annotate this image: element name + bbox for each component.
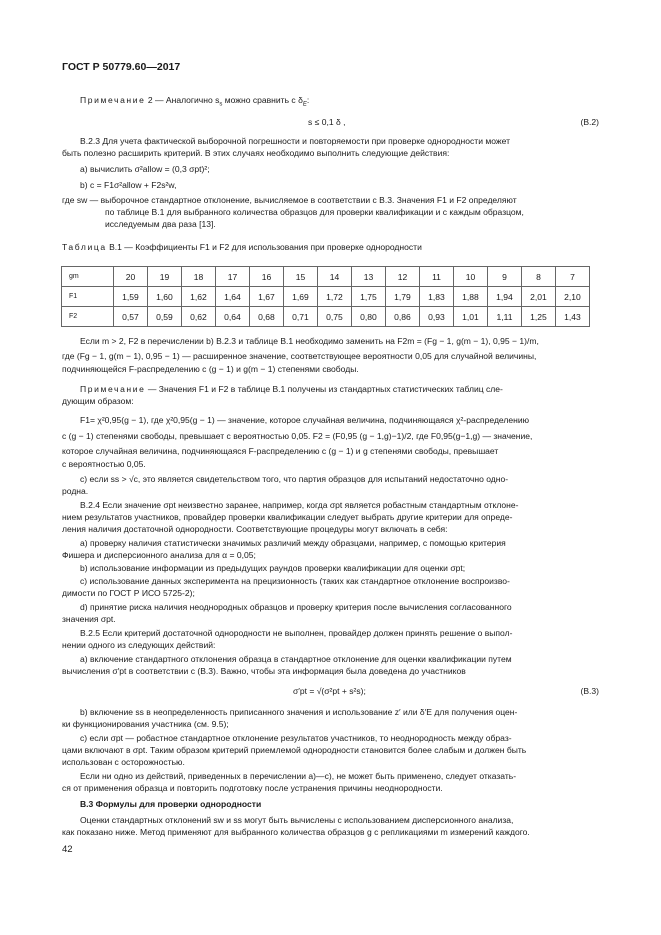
b25-item-c-3: использован с осторожностью. <box>62 757 185 767</box>
table-row-label: F2 <box>62 307 114 327</box>
table-cell: 1,94 <box>488 287 522 307</box>
table-header-cell: 9 <box>488 267 522 287</box>
note-3-line-1: Примечание — Значения F1 и F2 в таблице В.1 получены из стандартных статистических таблиц сле- <box>80 384 503 394</box>
b24-item-a-1: а) проверку наличия статистически значимых различий между образцами, например, с помощью критерия <box>80 538 506 548</box>
b25-item-c-1: с) если σpt — робастное стандартное отклонение результатов участников, то неоднородность между образ- <box>80 733 512 743</box>
table-cell: 0,71 <box>284 307 318 327</box>
b25-item-b-1: b) включение ss в неопределенность приписанного значения и использование z′ или δ′E для получения оцен- <box>80 707 518 717</box>
table-cell: 1,88 <box>454 287 488 307</box>
b24-item-d-1: d) принятие риска наличия неоднородных образцов и проверку критерия после вычисления согласованного <box>80 602 512 612</box>
table-header-cell: 7 <box>556 267 590 287</box>
table-cell: 1,64 <box>216 287 250 307</box>
note-3-line-3: F1= χ²0,95(g − 1), где χ²0,95(g − 1) — значение, которое случайная величина, подчиняющаяся χ²-распределению <box>80 415 530 425</box>
b24-line-1: В.2.4 Если значение σpt неизвестно заранее, например, когда σpt является робастным стандартным отклоне- <box>80 500 519 510</box>
b23-where-2: по таблице В.1 для выбранного количества образцов для проверки квалификации и с каждым образцом, <box>105 207 524 217</box>
table-row-label: F1 <box>62 287 114 307</box>
table-cell: 0,75 <box>318 307 352 327</box>
b24-line-2: нием результатов участников, провайдер проверки квалификации следует выбрать другие критерии для опреде- <box>62 512 513 522</box>
eq-number-b3: (В.3) <box>580 686 599 696</box>
table-caption: Таблица В.1 — Коэффициенты F1 и F2 для использования при проверке однородности <box>62 242 422 252</box>
table-header-cell: 14 <box>318 267 352 287</box>
b23-item-c-line-2: родна. <box>62 486 89 496</box>
after-table-line-2: где (Fg − 1, g(m − 1), 0,95 − 1) — расширенное значение, соответствующее вероятности 0,05 для случайной величины, <box>62 351 537 361</box>
table-header-cell: 10 <box>454 267 488 287</box>
after-table-line-3: подчиняющейся F-распределению с (g − 1) и g(m − 1) степенями свободы. <box>62 364 359 374</box>
table-cell: 1,83 <box>420 287 454 307</box>
table-cell: 0,86 <box>386 307 420 327</box>
table-cell: 0,93 <box>420 307 454 327</box>
b24-line-3: ления наличия достаточной однородности. Соответствующие процедуры могут включать в себя: <box>62 524 448 534</box>
coefficients-table <box>61 266 590 327</box>
table-cell: 1,72 <box>318 287 352 307</box>
b25-item-a-1: а) включение стандартного отклонения образца в стандартное отклонение для оценки квалификации путем <box>80 654 512 664</box>
table-cell: 0,57 <box>114 307 148 327</box>
b25-line-2: нении одного из следующих действий: <box>62 640 216 650</box>
table-header-cell: 16 <box>250 267 284 287</box>
b23-line-1: В.2.3 Для учета фактической выборочной погрешности и повторяемости при проверке однородности может <box>80 136 510 146</box>
document-header: ГОСТ Р 50779.60—2017 <box>62 61 181 73</box>
table-cell: 1,60 <box>148 287 182 307</box>
b3-line-1: Оценки стандартных отклонений sw и ss могут быть вычислены с использованием дисперсионного анализа, <box>80 815 514 825</box>
table-row-f1 <box>62 287 590 307</box>
table-header-row <box>62 267 590 287</box>
table-cell: 1,25 <box>522 307 556 327</box>
table-cell: 0,68 <box>250 307 284 327</box>
table-header-cell: 11 <box>420 267 454 287</box>
table-cell: 0,64 <box>216 307 250 327</box>
table-cell: 1,11 <box>488 307 522 327</box>
b25-item-c-2: цами включают в σpt. Таким образом критерий приемлемой однородности становится более слабым и должен быть <box>62 745 527 755</box>
table-row-f2 <box>62 307 590 327</box>
after-table-line-1: Если m > 2, F2 в перечислении b) В.2.3 и таблице В.1 необходимо заменить на F2m = (Fg − 1, g(m − 1), 0,95 − 1)/m, <box>80 336 539 346</box>
table-cell: 1,62 <box>182 287 216 307</box>
b25-line-1: В.2.5 Если критерий достаточной однородности не выполнен, провайдер должен принять решение о выпол- <box>80 628 513 638</box>
table-header-cell: 8 <box>522 267 556 287</box>
table-header-cell: 19 <box>148 267 182 287</box>
b23-line-2: быть полезно расширить критерий. В этих случаях необходимо выполнить следующие действия: <box>62 148 450 158</box>
b23-item-b: b) c = F1σ²allow + F2s²w, <box>80 180 177 190</box>
table-cell: 1,43 <box>556 307 590 327</box>
b24-item-c-1: с) использование данных эксперимента на прецизионность (таких как стандартное отклонение воспроизво- <box>80 576 510 586</box>
formula-b2: s ≤ 0,1 δ , <box>308 117 346 127</box>
page-number: 42 <box>62 844 73 855</box>
b23-item-c-line-1: с) если ss > √c, это является свидетельством того, что партия образцов для испытаний недостаточно одно- <box>80 474 509 484</box>
note-3-line-4: с (g − 1) степенями свободы, превышает с вероятностью 0,05. F2 = (F0,95 (g − 1,g)−1)/2, где F0,95(g−1,g) — значение, <box>62 431 533 441</box>
eq-number-b2: (В.2) <box>580 117 599 127</box>
note-3-line-6: с вероятностью 0,05. <box>62 459 146 469</box>
table-cell: 1,67 <box>250 287 284 307</box>
table-header-cell: 20 <box>114 267 148 287</box>
formula-b3: σ′pt = √(σ²pt + s²s); <box>293 686 366 696</box>
table-cell: 2,10 <box>556 287 590 307</box>
b24-item-c-2: димости по ГОСТ Р ИСО 5725-2); <box>62 588 195 598</box>
b25-note-2: ся от применения образца и повторить подготовку после устранения причины неоднородности. <box>62 783 443 793</box>
table-header-cell: 13 <box>352 267 386 287</box>
table-cell: 0,59 <box>148 307 182 327</box>
table-cell: 1,69 <box>284 287 318 307</box>
table-cell: 1,59 <box>114 287 148 307</box>
table-cell: 1,01 <box>454 307 488 327</box>
note-3-line-5: которое случайная величина, подчиняющаяся F-распределению с (g − 1) и g степенями свободы, превышает <box>62 446 499 456</box>
note-3-line-2: дующим образом: <box>62 396 134 406</box>
table-header-cell: 12 <box>386 267 420 287</box>
table-header-cell: gm <box>62 267 114 287</box>
section-b3-heading: В.3 Формулы для проверки однородности <box>80 799 262 809</box>
b23-item-a: а) вычислить σ²allow = (0,3 σpt)²; <box>80 164 210 174</box>
b3-line-2: как показано ниже. Метод применяют для выбранного количества образцов g с репликациями m измерений каждого. <box>62 827 530 837</box>
table-header-cell: 15 <box>284 267 318 287</box>
note-2: Примечание 2 — Аналогично $s_s$ можно сравнить с $\delta_E$: <box>80 95 310 108</box>
b25-note-1: Если ни одно из действий, приведенных в перечислении а)—с), не может быть применено, следует отказать- <box>80 771 517 781</box>
table-cell: 0,62 <box>182 307 216 327</box>
table-cell: 2,01 <box>522 287 556 307</box>
table-cell: 1,79 <box>386 287 420 307</box>
b24-item-d-2: значения σpt. <box>62 614 116 624</box>
table-cell: 1,75 <box>352 287 386 307</box>
b23-where-3: исследуемым два раза [13]. <box>105 219 216 229</box>
table-cell: 0,80 <box>352 307 386 327</box>
b24-item-a-2: Фишера и дисперсионного анализа для α = 0,05; <box>62 550 256 560</box>
b23-where-1: где sw — выборочное стандартное отклонение, вычисляемое в соответствии с В.3. Значения F1 и F2 определяют <box>62 195 517 205</box>
table-header-cell: 18 <box>182 267 216 287</box>
table-header-cell: 17 <box>216 267 250 287</box>
b25-item-b-2: ки функционирования участника (см. 9.5); <box>62 719 229 729</box>
b25-item-a-2: вычисления σ′pt в соответствии с (В.3). Важно, чтобы эта информация была доведена до участников <box>62 666 466 676</box>
b24-item-b: b) использование информации из предыдущих раундов проверки квалификации для оценки σpt; <box>80 563 466 573</box>
